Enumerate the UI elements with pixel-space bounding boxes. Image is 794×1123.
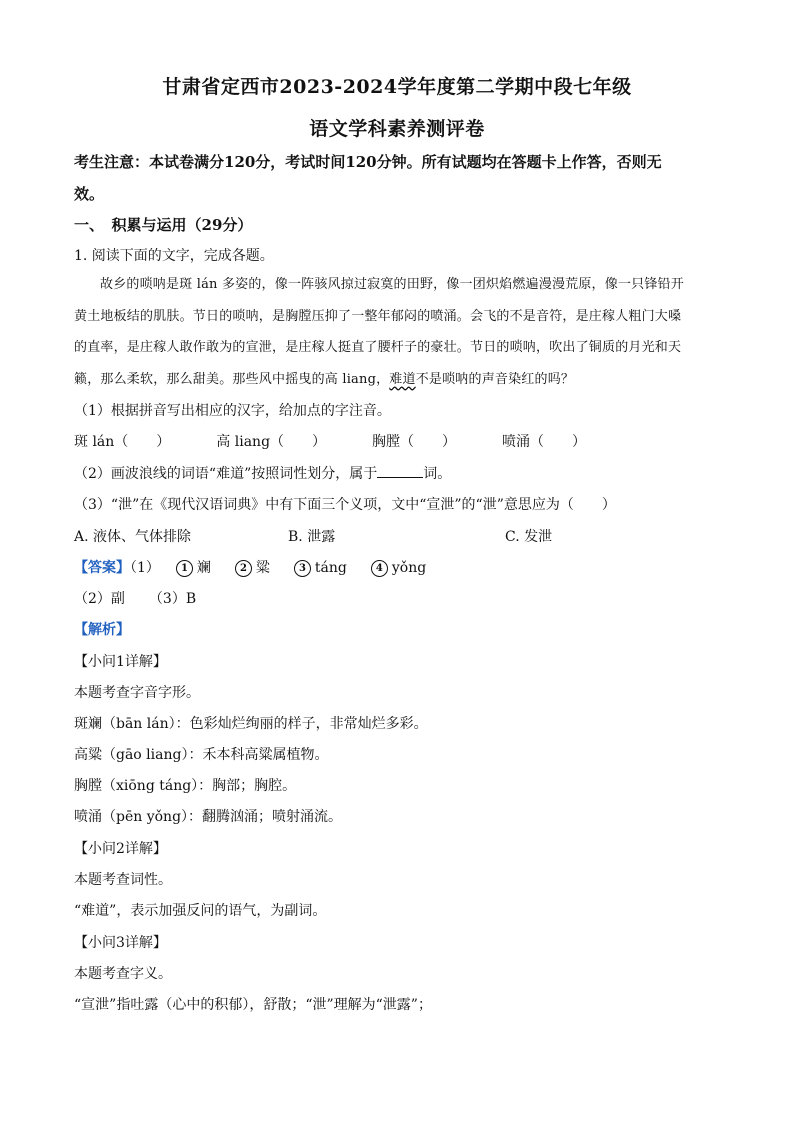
option-b: B. 泄露 xyxy=(288,529,336,545)
analysis-text: 高粱（gāo liang）：禾本科高粱属植物。 xyxy=(74,747,329,763)
analysis-text: 本题考查词性。 xyxy=(74,872,172,888)
fill-blank xyxy=(377,463,423,478)
analysis-text: 斑斓（bān lán）：色彩灿烂绚丽的样子，非常灿烂多彩。 xyxy=(74,716,428,732)
circled-number: 1 xyxy=(176,560,193,577)
circled-number: 4 xyxy=(371,560,388,577)
analysis-text: “难道”，表示加强反问的语气，为副词。 xyxy=(74,903,327,919)
notice-line-2: 效。 xyxy=(74,185,105,203)
analysis-heading: 【小问3详解】 xyxy=(74,935,167,951)
sub-question-1: （1）根据拼音写出相应的汉字，给加点的字注音。 xyxy=(74,403,391,419)
answer-item: 粱 xyxy=(255,560,270,576)
blank-item: 斑 lán（ ） xyxy=(74,434,171,450)
passage-line: 黄土地板结的肌肤。节日的唢呐，是胸膛压抑了一整年郁闷的喷涌。会飞的不是音符，是庄稼人粗门大嗓 xyxy=(74,308,682,324)
answer-item: táng xyxy=(314,560,347,576)
blank-item: 喷涌（ ） xyxy=(502,434,587,450)
answer-line: 【答案】（1） 1 斓 2 粱 3 táng 4 yǒng xyxy=(74,560,427,576)
answer-item: 斓 xyxy=(196,560,211,576)
passage-line: 不是唢呐的声音染红的吗？ xyxy=(415,371,575,387)
analysis-text: “宣泄”指吐露（心中的积郁），舒散；“泄”理解为“泄露”； xyxy=(74,997,432,1013)
question-stem: 1. 阅读下面的文字，完成各题。 xyxy=(74,248,274,264)
sub-question-3: （3）“泄”在《现代汉语词典》中有下面三个义项，文中“宣泄”的“泄”意思应为（ ） xyxy=(74,497,616,513)
wavy-underlined-word: 难道 xyxy=(389,371,416,387)
analysis-label: 【解析】 xyxy=(74,622,130,638)
option-c: C. 发泄 xyxy=(505,529,553,545)
analysis-heading: 【小问2详解】 xyxy=(74,841,167,857)
analysis-text: 本题考查字义。 xyxy=(74,966,172,982)
blank-item: 高 liang（ ） xyxy=(216,434,327,450)
passage-line: 的直率，是庄稼人敢作敢为的宣泄，是庄稼人挺直了腰杆子的豪壮。节日的唢呐，吹出了铜质的月光和天 xyxy=(74,340,682,355)
exam-subtitle: 语文学科素养测评卷 xyxy=(309,118,485,140)
analysis-text: 本题考查字音字形。 xyxy=(74,685,200,701)
analysis-text: 喷涌（pēn yǒng）：翻腾汹涌；喷射涌流。 xyxy=(74,809,343,825)
answer-label: 【答案】 xyxy=(74,560,130,576)
option-a: A. 液体、气体排除 xyxy=(74,529,192,545)
analysis-text: 胸膛（xiōng táng）：胸部；胸腔。 xyxy=(74,778,297,794)
notice-line-1: 考生注意：本试卷满分120分，考试时间120分钟。所有试题均在答题卡上作答，否则无 xyxy=(74,153,662,171)
exam-title: 甘肃省定西市2023-2024学年度第二学期中段七年级 xyxy=(162,76,632,98)
passage-line: 故乡的唢呐是斑 lán 多姿的，像一阵骇风掠过寂寞的田野，像一团炽焰燃遍漫漫荒原，像一只锋铅开 xyxy=(100,277,684,292)
answer-item: yǒng xyxy=(391,560,427,576)
pinyin-blank-row xyxy=(74,431,586,451)
circled-number: 2 xyxy=(235,560,252,577)
blank-item: 胸膛（ ） xyxy=(372,434,457,450)
section-heading: 一、 积累与运用（29分） xyxy=(74,216,253,234)
analysis-heading: 【小问1详解】 xyxy=(74,654,167,670)
sub-question-2: （2）画波浪线的词语“难道”按照词性划分，属于 词。 xyxy=(74,463,451,483)
circled-number: 3 xyxy=(294,560,311,577)
passage-line: 籁，那么柔软，那么甜美。那些风中摇曳的高 liang， xyxy=(74,371,390,387)
reading-passage xyxy=(74,269,724,395)
answer-line-2: （2）副 （3）B xyxy=(74,591,197,607)
